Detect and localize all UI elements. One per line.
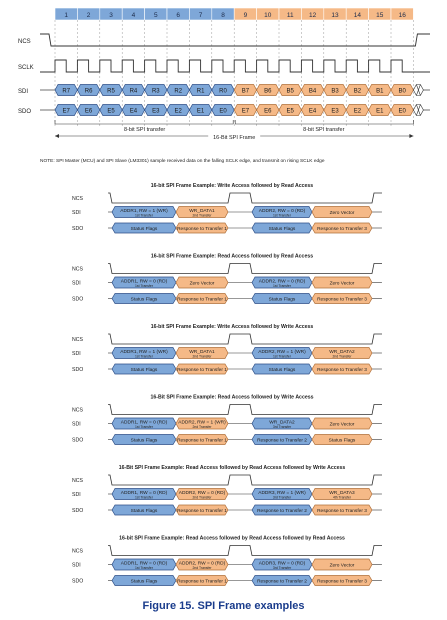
sdo-bit-label: E6 (84, 108, 93, 115)
example-sdi-text: Zero Vector (329, 281, 355, 287)
cycle-number: 6 (176, 12, 181, 19)
example-sdi-text: Zero Vector (329, 563, 355, 569)
example-sdo-text: Response to Transfer 1 (177, 579, 227, 585)
example-sdo-text: Response to Transfer 2 (257, 438, 307, 444)
sdi-bit-label: B2 (353, 88, 362, 95)
example-sdo-text: Response to Transfer 3 (317, 227, 367, 232)
sdi-bit-label: B7 (241, 88, 250, 95)
example-signal-sdo: SDO (72, 508, 84, 514)
example-sdi-text: ADDR3, RW = 1 (WR) (258, 491, 306, 496)
example-sdi-text: ADDR1, RW = 0 (RD) (120, 279, 168, 285)
cycle-number: 11 (286, 12, 294, 19)
sdo-bit-label: E3 (152, 108, 160, 115)
example-sdi-subtext: 2nd Transfer (192, 566, 212, 570)
example-sdi-subtext: 2nd Transfer (192, 425, 212, 429)
sdi-bit-label: R7 (62, 88, 71, 95)
example-sdo-text: Status Flags (130, 509, 158, 514)
example-signal-ncs: NCS (72, 478, 83, 484)
sdi-bit-label: R1 (196, 88, 205, 95)
sdi-bit-label: B5 (286, 88, 294, 95)
example-sdi-subtext: 1st Transfer (135, 566, 153, 570)
frame-label: 16-Bit SPI Frame (213, 135, 256, 141)
cycle-number: 1 (64, 12, 69, 19)
cycle-number: 15 (376, 12, 384, 19)
example-signal-sdi: SDI (72, 492, 81, 498)
cycle-number: 10 (264, 12, 272, 19)
frame-arrow-right (409, 134, 413, 138)
example-signal-sdo: SDO (72, 367, 84, 373)
example-sdi-text: WR_DATA2 (269, 420, 295, 426)
brace-right-label: 8-bit SPI transfer (303, 127, 345, 133)
example-signal-sdi: SDI (72, 280, 81, 287)
example-sdi-subtext: 3rd Transfer (272, 495, 292, 500)
example-signal-sdo: SDO (72, 437, 84, 444)
cycle-number: 8 (221, 12, 225, 19)
cycle-number: 14 (353, 12, 362, 19)
example-sdo-text: Response to Transfer 3 (317, 579, 367, 585)
example-signal-ncs: NCS (72, 337, 83, 343)
example-sdi-subtext: 2nd Transfer (332, 354, 352, 359)
sdo-bit-label: E1 (196, 108, 205, 115)
example-sdi-text: ADDR2, RW = 0 (RD) (178, 491, 226, 496)
example-sdo-text: Response to Transfer 1 (177, 227, 227, 232)
example-sdi-text: WR_DATA2 (329, 350, 355, 355)
example-sdi-text: Zero Vector (329, 211, 355, 216)
sdo-bit-label: E0 (219, 108, 227, 115)
brace-left-label: 8-bit SPI transfer (123, 127, 166, 133)
example-sdi-subtext: 1st Transfer (273, 354, 291, 359)
example-sdi-text: WR_DATA1 (189, 350, 215, 355)
example-sdo-text: Status Flags (130, 297, 158, 303)
example-sdo-text: Response to Transfer 1 (177, 368, 227, 373)
example-sdi-subtext: 4th Transfer (332, 495, 352, 500)
sdo-bit-label: E7 (62, 108, 70, 115)
example-sdi-text: ADDR1, RW = 0 (RD) (120, 420, 168, 426)
sdo-bit-label: E5 (286, 108, 294, 115)
cycle-number: 3 (109, 12, 113, 19)
example-sdi-text: ADDR1, RW = 1 (WR) (120, 209, 168, 214)
example-signal-ncs: NCS (72, 196, 83, 202)
example-ncs-waveform (108, 546, 382, 556)
cycle-number: 12 (308, 12, 317, 19)
cycle-number: 13 (331, 12, 339, 19)
sdi-bit-label: R6 (84, 88, 93, 95)
example-sdo-text: Response to Transfer 3 (317, 297, 367, 303)
example-ncs-waveform (108, 405, 382, 415)
example-sdi-text: ADDR2, RW = 0 (RD) (258, 209, 306, 214)
example-ncs-waveform (108, 334, 382, 344)
example-sdi-subtext: 1st Transfer (273, 284, 291, 288)
sdi-bit-label: R3 (151, 88, 160, 95)
example-sdi-subtext: 2nd Transfer (192, 495, 212, 500)
sdi-bit-label: R4 (129, 88, 138, 95)
example-sdi-subtext: 2nd Transfer (192, 213, 212, 218)
example-sdi-subtext: 3rd Transfer (272, 566, 292, 570)
example-sdi-subtext: 1st Transfer (135, 213, 153, 218)
sdi-bit-label: B1 (376, 88, 384, 95)
example-sdo-text: Response to Transfer 2 (257, 579, 307, 585)
example-sdi-text: ADDR2, RW = 1 (WR) (178, 420, 226, 426)
sdo-dont-care-marker (413, 105, 423, 116)
example-signal-sdo: SDO (72, 296, 84, 303)
cycle-number: 5 (153, 12, 158, 19)
sdi-bit-label: R0 (219, 88, 227, 95)
sdi-bit-label: B6 (264, 88, 272, 95)
example-sdo-text: Status Flags (268, 227, 296, 232)
example-sdo-text: Response to Transfer 1 (177, 438, 227, 444)
example-signal-ncs: NCS (72, 266, 83, 273)
example-sdi-subtext: 2nd Transfer (192, 354, 212, 359)
frame-arrow-left (55, 134, 59, 138)
sclk-waveform (40, 60, 430, 72)
example-sdo-text: Response to Transfer 2 (257, 509, 307, 514)
example-sdo-text: Status Flags (268, 368, 296, 373)
example-sdo-text: Status Flags (130, 227, 158, 232)
example-signal-sdi: SDI (72, 210, 81, 216)
example-sdi-text: ADDR2, RW = 1 (WR) (258, 350, 306, 355)
sdi-bit-label: B3 (331, 88, 339, 95)
sdi-dont-care-marker (413, 85, 423, 96)
sdo-bit-label: E6 (264, 108, 272, 115)
example-sdo-text: Status Flags (130, 438, 158, 444)
example-sdi-subtext: 1st Transfer (135, 354, 153, 359)
example-sdo-text: Response to Transfer 1 (177, 509, 227, 514)
example-signal-ncs: NCS (72, 548, 83, 555)
example-ncs-waveform (108, 264, 382, 274)
ncs-waveform (40, 34, 430, 46)
example-sdi-text: Zero Vector (329, 422, 355, 428)
example-sdi-text: ADDR2, RW = 0 (RD) (258, 279, 306, 285)
signal-label-sclk: SCLK (18, 65, 34, 71)
sdi-bit-label: B4 (308, 88, 317, 95)
sdo-bit-label: E1 (376, 108, 384, 115)
example-signal-sdi: SDI (72, 351, 81, 357)
example-title: 16-bit SPI Frame Example: Read Access followed by Read Access (150, 253, 314, 260)
sdo-bit-label: E4 (308, 108, 317, 115)
brace-left (55, 120, 233, 124)
signal-label-ncs: NCS (18, 39, 31, 45)
example-sdi-subtext: 1st Transfer (135, 495, 153, 500)
example-title: 16-Bit SPI Frame Example: Read Access followed by Write Access (150, 394, 314, 401)
example-sdi-text: WR_DATA3 (329, 491, 355, 496)
cycle-number: 16 (398, 12, 406, 19)
example-title: 16-bit SPI Frame Example: Read Access followed by Read Access followed by Read Access (119, 535, 345, 542)
example-sdo-text: Status Flags (268, 297, 296, 303)
cycle-number: 9 (243, 12, 248, 19)
brace-right (235, 120, 413, 124)
example-sdi-text: ADDR2, RW = 0 (RD) (178, 561, 226, 567)
example-ncs-waveform (108, 475, 382, 485)
example-sdi-subtext: 1st Transfer (273, 213, 291, 218)
example-sdo-text: Status Flags (328, 438, 356, 444)
sdo-bit-label: E2 (174, 108, 182, 115)
sdi-bit-label: B0 (398, 88, 406, 95)
example-sdo-text: Status Flags (130, 368, 158, 373)
example-ncs-waveform (108, 193, 382, 203)
example-signal-ncs: NCS (72, 407, 83, 414)
example-sdo-text: Response to Transfer 3 (317, 368, 367, 373)
sdo-bit-label: E7 (241, 108, 250, 115)
example-sdi-text: Zero Vector (189, 281, 215, 287)
example-title: 16-bit SPI Frame Example: Write Access followed by Write Access (150, 324, 314, 330)
cycle-number: 2 (86, 12, 91, 19)
figure-caption: Figure 15. SPI Frame examples (142, 600, 305, 612)
sdi-bit-label: R2 (174, 88, 183, 95)
example-sdo-text: Response to Transfer 1 (177, 297, 227, 303)
example-sdi-text: ADDR1, RW = 1 (WR) (120, 350, 168, 355)
sdo-bit-label: E4 (129, 108, 138, 115)
example-sdo-text: Response to Transfer 3 (317, 509, 367, 514)
sdi-bit-label: R5 (107, 88, 115, 95)
example-title: 16-Bit SPI Frame Example: Read Access followed by Read Access followed by Write Access (118, 465, 346, 471)
sdo-bit-label: E2 (353, 108, 362, 115)
example-sdi-text: ADDR1, RW = 0 (RD) (120, 491, 168, 496)
cycle-number: 4 (131, 12, 136, 19)
signal-label-sdo: SDO (18, 109, 32, 115)
example-signal-sdi: SDI (72, 562, 81, 569)
cycle-number: 7 (198, 12, 203, 19)
signal-label-sdi: SDI (18, 89, 29, 95)
example-sdi-text: ADDR3, RW = 0 (RD) (258, 561, 306, 567)
example-sdi-text: WR_DATA1 (189, 209, 215, 214)
sdo-bit-label: E0 (398, 108, 406, 115)
example-signal-sdo: SDO (72, 578, 84, 585)
example-sdi-subtext: 3rd Transfer (272, 425, 292, 429)
example-sdo-text: Status Flags (130, 579, 158, 585)
example-sdi-text: ADDR1, RW = 0 (RD) (120, 561, 168, 567)
example-signal-sdi: SDI (72, 421, 81, 428)
timing-note: NOTE: SPI Master (MCU) and SPI Slave (LM3301) sample received data on the falling SCLK edge, and transmit on rising SCLK edge (40, 159, 325, 164)
example-sdi-subtext: 1st Transfer (135, 425, 153, 429)
example-signal-sdo: SDO (72, 226, 84, 232)
sdo-bit-label: E5 (107, 108, 115, 115)
example-sdi-subtext: 1st Transfer (135, 284, 153, 288)
sdo-bit-label: E3 (331, 108, 339, 115)
example-title: 16-bit SPI Frame Example: Write Access followed by Read Access (150, 183, 314, 189)
